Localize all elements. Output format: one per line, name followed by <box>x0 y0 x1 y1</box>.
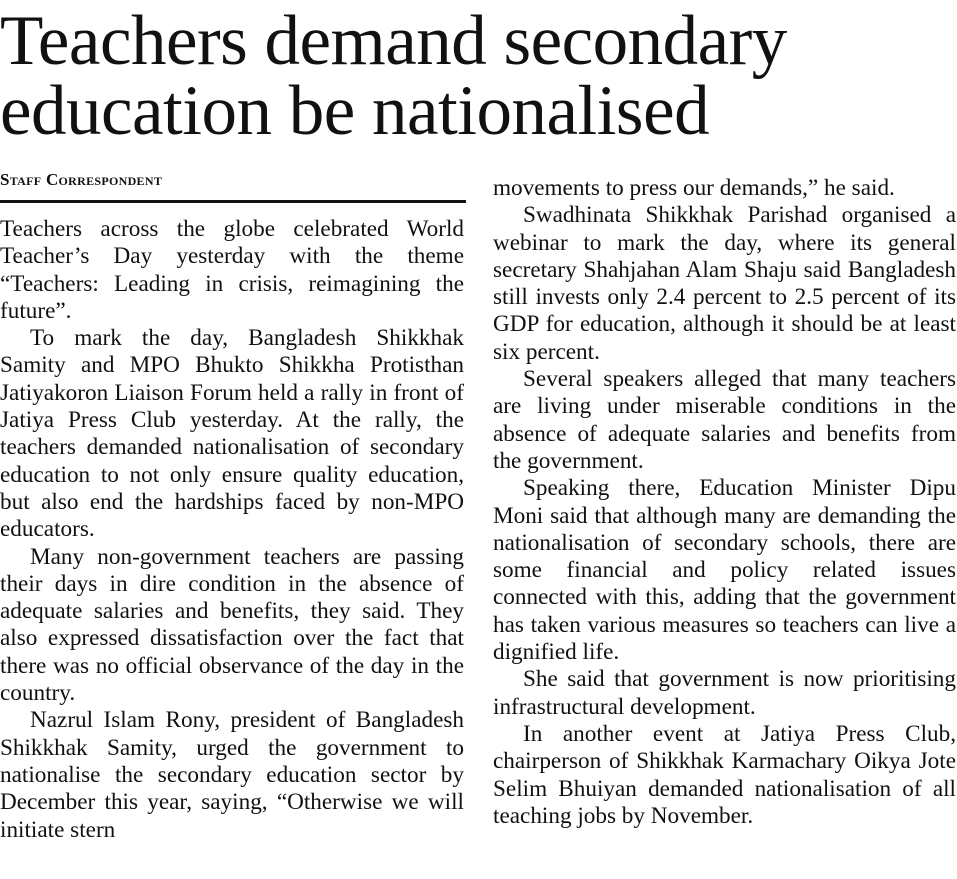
headline-line-2: education be nationalised <box>0 72 710 150</box>
headline <box>0 2 957 150</box>
left-column <box>0 216 464 844</box>
paragraph: Swadhinata Shikkhak Parishad organised a webinar to mark the day, where its general secretary Shahjahan Alam Shaju said Bangladesh still invests only 2.4 percent to 2.5 percent of its GDP for education, although it should be at least six percent. <box>493 202 956 365</box>
byline-rule <box>0 200 466 203</box>
paragraph: Nazrul Islam Rony, president of Bangladesh Shikkhak Samity, urged the government to nationalise the secondary education sector by December this year, saying, “Otherwise we will initiate stern <box>0 707 464 843</box>
paragraph: Speaking there, Education Minister Dipu Moni said that although many are demanding the nationalisation of secondary schools, there are some financial and policy related issues connected with this, adding that the government has taken various measures so teachers can live a dignified life. <box>493 475 956 666</box>
paragraph: To mark the day, Bangladesh Shikkhak Samity and MPO Bhukto Shikkha Protisthan Jatiyakoron Liaison Forum held a rally in front of Jatiya Press Club yesterday. At the rally, the teachers demanded nationalisation of secondary education to not only ensure quality education, but also end the hardships faced by non-MPO educators. <box>0 325 464 543</box>
byline: Staff Correspondent <box>0 170 163 189</box>
paragraph: Several speakers alleged that many teachers are living under miserable conditions in the absence of adequate salaries and benefits from the government. <box>493 366 956 474</box>
paragraph: Many non-government teachers are passing their days in dire condition in the absence of adequate salaries and benefits, they said. They also expressed dissatisfaction over the fact that there was no official observance of the day in the country. <box>0 543 464 707</box>
headline-line-1: Teachers demand secondary <box>0 2 787 80</box>
paragraph-continuation: movements to press our demands,” he said. <box>493 175 895 201</box>
paragraph: Teachers across the globe celebrated World Teacher’s Day yesterday with the theme “Teachers: Leading in crisis, reimagining the future”. <box>0 216 464 324</box>
paragraph: In another event at Jatiya Press Club, chairperson of Shikkhak Karmachary Oikya Jote Selim Bhuiyan demanded nationalisation of all teaching jobs by November. <box>493 720 956 829</box>
right-column <box>493 175 956 830</box>
paragraph: She said that government is now prioritising infrastructural development. <box>493 666 956 720</box>
